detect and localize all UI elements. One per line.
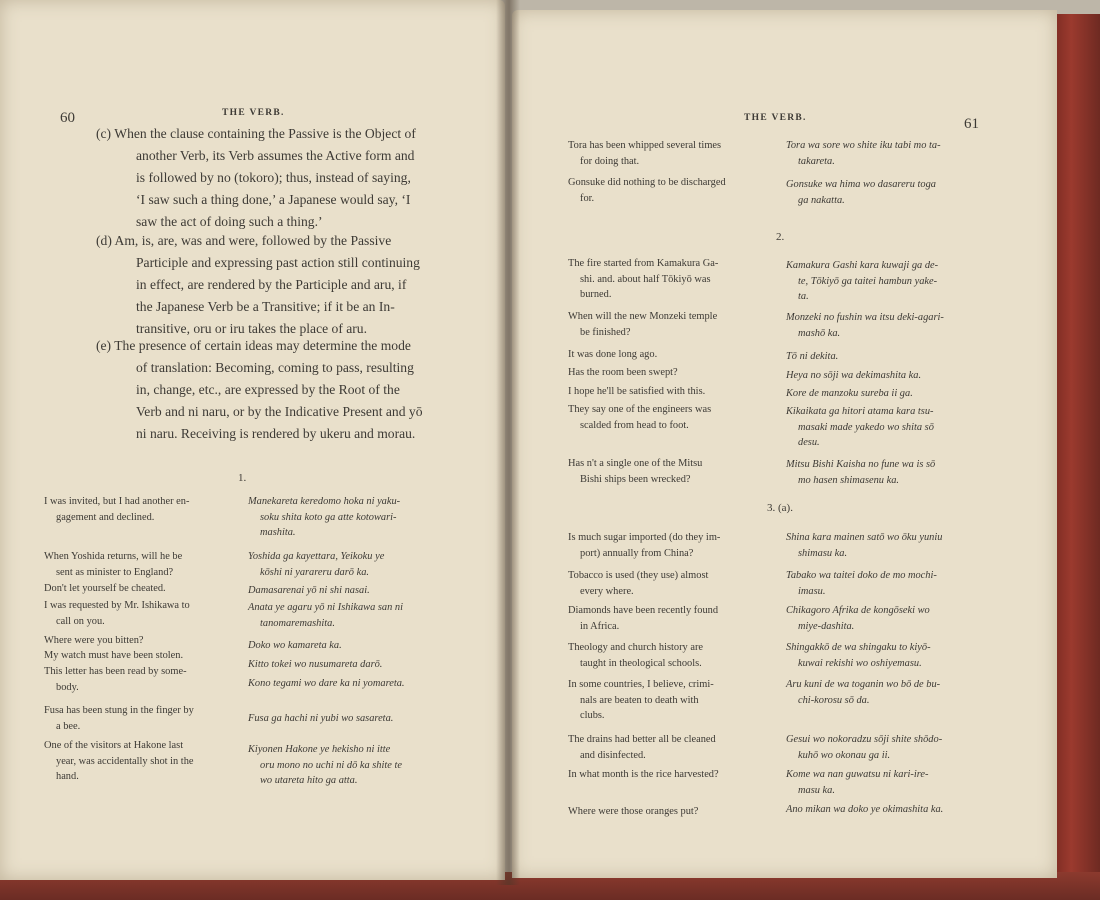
en-line: clubs. [580,710,605,721]
example-jp [786,640,931,671]
en-line: They say one of the engineers was [568,404,712,415]
jp-line: soku shita koto ga atte kotowari- [260,511,397,523]
left-running-head: THE VERB. [222,108,285,118]
example-jp [248,638,342,654]
jp-line: wo utareta hito ga atta. [260,775,358,786]
jp-line: tanomaremashita. [260,617,335,629]
example-en [568,568,708,599]
jp-line: ga nakatta. [798,194,845,206]
jp-line: Tō ni dekita. [786,351,839,362]
example-jp [786,603,930,634]
example-en [568,677,714,724]
jp-line: imasu. [798,585,826,597]
jp-line: Kikaikata ga hitori atama kara tsu- [786,406,934,417]
example-en [568,384,705,400]
example-en [568,767,719,783]
rule-label: (e) [96,338,112,353]
en-line: In what month is the rice harvested? [568,769,719,780]
example-en [44,648,183,664]
en-line: This letter has been read by some- [44,666,187,677]
rule-line: in, change, etc., are expressed by the Root of the [136,382,400,397]
jp-line: te, Tōkiyō ga taitei hambun yake- [798,275,938,287]
en-line: Where were you bitten? [44,635,144,646]
en-line: In some countries, I believe, crimi- [568,679,714,690]
jp-line: Tora wa sore wo shite iku tabi mo ta- [786,140,941,151]
en-line: When will the new Monzeki temple [568,311,718,322]
en-line: shi. and. about half Tōkiyō was [580,273,711,285]
example-jp [786,368,921,384]
jp-line: mashō ka. [798,327,841,339]
example-jp [786,349,838,365]
rule-line: saw the act of doing such a thing.’ [136,214,323,229]
en-line: in Africa. [580,620,620,632]
example-en [568,138,721,169]
rule-line: Participle and expressing past action still continuing [136,255,420,270]
jp-line: Aru kuni de wa toganin wo bō de bu- [786,679,941,690]
example-jp [786,404,934,451]
example-jp [248,676,405,692]
rule-line: The presence of certain ideas may determine the mode [114,338,411,353]
jp-line: Kiyonen Hakone ye hekisho ni itte [248,744,391,755]
rule-line: another Verb, its Verb assumes the Active form and [136,148,415,163]
jp-line: Manekareta keredomo hoka ni yaku- [248,496,401,507]
jp-line: Kore de manzoku sureba ii ga. [786,388,913,399]
example-jp [786,732,942,763]
example-jp [786,386,913,402]
rule-d [96,230,420,340]
en-line: When Yoshida returns, will he be [44,551,183,562]
en-line: hand. [56,771,79,782]
jp-line: Monzeki no fushin wa itsu deki-agari- [786,312,944,323]
en-line: Has n't a single one of the Mitsu [568,458,703,469]
rule-line: Am, is, are, was and were, followed by the Passive [114,233,392,248]
section-label: 1. [238,472,247,484]
en-line: Tobacco is used (they use) almost [568,570,709,581]
en-line: taught in theological schools. [580,657,702,669]
example-en [568,347,657,363]
en-line: One of the visitors at Hakone last [44,740,184,751]
en-line: Where were those oranges put? [568,806,699,817]
jp-line: desu. [798,437,820,448]
jp-line: mashita. [260,527,296,538]
rule-label: (c) [96,126,112,141]
rule-e [96,335,423,445]
jp-line: Yoshida ga kayettara, Yeikoku ye [248,551,385,562]
example-en [568,402,711,433]
rule-line: Verb and ni naru, or by the Indicative Present and yō [136,404,423,419]
example-jp [786,138,941,169]
rule-line: is followed by no (tokoro); thus, instead of saying, [136,170,411,185]
example-en [568,175,726,206]
jp-line: Anata ye agaru yō ni Ishikawa san ni [248,602,403,613]
example-jp [786,457,935,488]
en-line: call on you. [56,615,105,627]
example-en [568,732,716,763]
en-line: for. [580,192,595,204]
jp-line: Ano mikan wa doko ye okimashita ka. [786,804,944,815]
en-line: gagement and declined. [56,511,155,523]
example-en [568,256,718,303]
jp-line: Shina kara mainen satō wo ōku yuniu [786,532,943,543]
example-jp [248,742,402,789]
en-line: I was requested by Mr. Ishikawa to [44,600,190,611]
jp-line: kuhō wo okonau ga ii. [798,749,891,761]
example-jp [786,767,928,798]
en-line: sent as minister to England? [56,566,174,578]
en-line: Don't let yourself be cheated. [44,583,166,594]
rule-line: ‘I saw such a thing done,’ a Japanese would say, ‘I [136,192,411,207]
book-cover-edge [1052,14,1100,900]
jp-line: Gonsuke wa hima wo dasareru toga [786,179,936,190]
rule-line: When the clause containing the Passive is the Object of [114,126,416,141]
en-line: I was invited, but I had another en- [44,496,190,507]
jp-line: Kitto tokei wo nusumareta darō. [248,659,383,670]
rule-line: in effect, are rendered by the Participle and aru, if [136,277,407,292]
en-line: and disinfected. [580,749,646,761]
example-en [44,598,190,629]
en-line: every where. [580,585,634,597]
en-line: The fire started from Kamakura Ga- [568,258,719,269]
rule-label: (d) [96,233,112,248]
jp-line: takareta. [798,155,835,167]
en-line: burned. [580,289,612,300]
en-line: Theology and church history are [568,642,704,653]
example-en [568,640,703,671]
left-page-number: 60 [60,110,75,126]
jp-line: Doko wo kamareta ka. [248,640,342,651]
example-jp [248,583,370,599]
jp-line: Gesui wo nokoradzu sōji shite shōdo- [786,734,943,745]
jp-line: mo hasen shimasenu ka. [798,474,900,486]
jp-line: Chikagoro Afrika de kongōseki wo [786,605,930,616]
rule-line: transitive, oru or iru takes the place of aru. [136,321,368,336]
right-running-head: THE VERB. [744,113,807,123]
en-line: The drains had better all be cleaned [568,734,716,745]
example-en [44,738,194,785]
rule-line: ni naru. Receiving is rendered by ukeru and morau. [136,426,416,441]
example-jp [786,677,940,708]
jp-line: chi-korosu sō da. [798,694,870,706]
en-line: Diamonds have been recently found [568,605,719,616]
example-jp [248,657,382,673]
example-jp [786,802,943,818]
jp-line: oru mono no uchi ni dō ka shite te [260,759,402,771]
example-en [44,664,187,695]
jp-line: miye-dashita. [798,620,855,632]
en-line: a bee. [56,720,81,732]
en-line: scalded from head to foot. [580,419,689,431]
en-line: Has the room been swept? [568,367,678,378]
en-line: Fusa has been stung in the finger by [44,705,194,716]
section-label: 3. (a). [767,502,793,514]
jp-line: kōshi ni yarareru darō ka. [260,566,369,578]
en-line: It was done long ago. [568,349,658,360]
example-en [44,703,194,734]
example-en [44,549,182,580]
jp-line: Kono tegami wo dare ka ni yomareta. [248,678,405,689]
book-gutter [496,0,520,885]
en-line: nals are beaten to death with [580,694,699,706]
example-en [568,309,717,340]
en-line: year, was accidentally shot in the [56,755,194,767]
en-line: My watch must have been stolen. [44,650,184,661]
example-jp [248,711,393,727]
example-jp [786,258,938,305]
section-label: 2. [776,231,785,243]
jp-line: Kome wa nan guwatsu ni kari-ire- [786,769,929,780]
en-line: port) annually from China? [580,547,694,559]
rule-line: the Japanese Verb be a Transitive; if it be an In- [136,299,395,314]
jp-line: Heya no sōji wa dekimashita ka. [786,370,922,381]
en-line: Gonsuke did nothing to be discharged [568,177,726,188]
left-page [0,0,505,880]
jp-line: masaki made yakedo wo shita sō [798,421,934,433]
example-en [44,581,166,597]
jp-line: Damasarenai yō ni shi nasai. [248,585,370,596]
example-en [568,456,702,487]
en-line: for doing that. [580,155,640,167]
example-en [568,530,720,561]
example-jp [786,177,936,208]
jp-line: Fusa ga hachi ni yubi wo sasareta. [248,713,394,724]
example-en [568,804,698,820]
example-en [568,365,678,381]
rule-c [96,123,416,233]
example-en [44,494,189,525]
jp-line: shimasu ka. [798,547,848,559]
example-jp [786,568,937,599]
en-line: I hope he'll be satisfied with this. [568,386,706,397]
en-line: body. [56,681,79,693]
jp-line: Tabako wa taitei doko de mo mochi- [786,570,937,581]
example-jp [786,310,944,341]
example-jp [786,530,942,561]
en-line: Tora has been whipped several times [568,140,722,151]
jp-line: kuwai rekishi wo oshiyemasu. [798,657,922,669]
example-en [44,633,144,649]
example-jp [248,494,400,541]
rule-line: of translation: Becoming, coming to pass, resulting [136,360,414,375]
example-jp [248,600,403,631]
en-line: be finished? [580,326,631,338]
en-line: Is much sugar imported (do they im- [568,532,721,543]
example-en [568,603,718,634]
example-jp [248,549,384,580]
jp-line: Mitsu Bishi Kaisha no fune wa is sō [786,459,936,470]
right-page [512,10,1057,878]
jp-line: ta. [798,291,809,302]
jp-line: masu ka. [798,784,835,796]
jp-line: Shingakkō de wa shingaku to kiyō- [786,642,931,653]
en-line: Bishi ships been wrecked? [580,473,691,485]
jp-line: Kamakura Gashi kara kuwaji ga de- [786,260,939,271]
right-page-number: 61 [964,116,979,132]
